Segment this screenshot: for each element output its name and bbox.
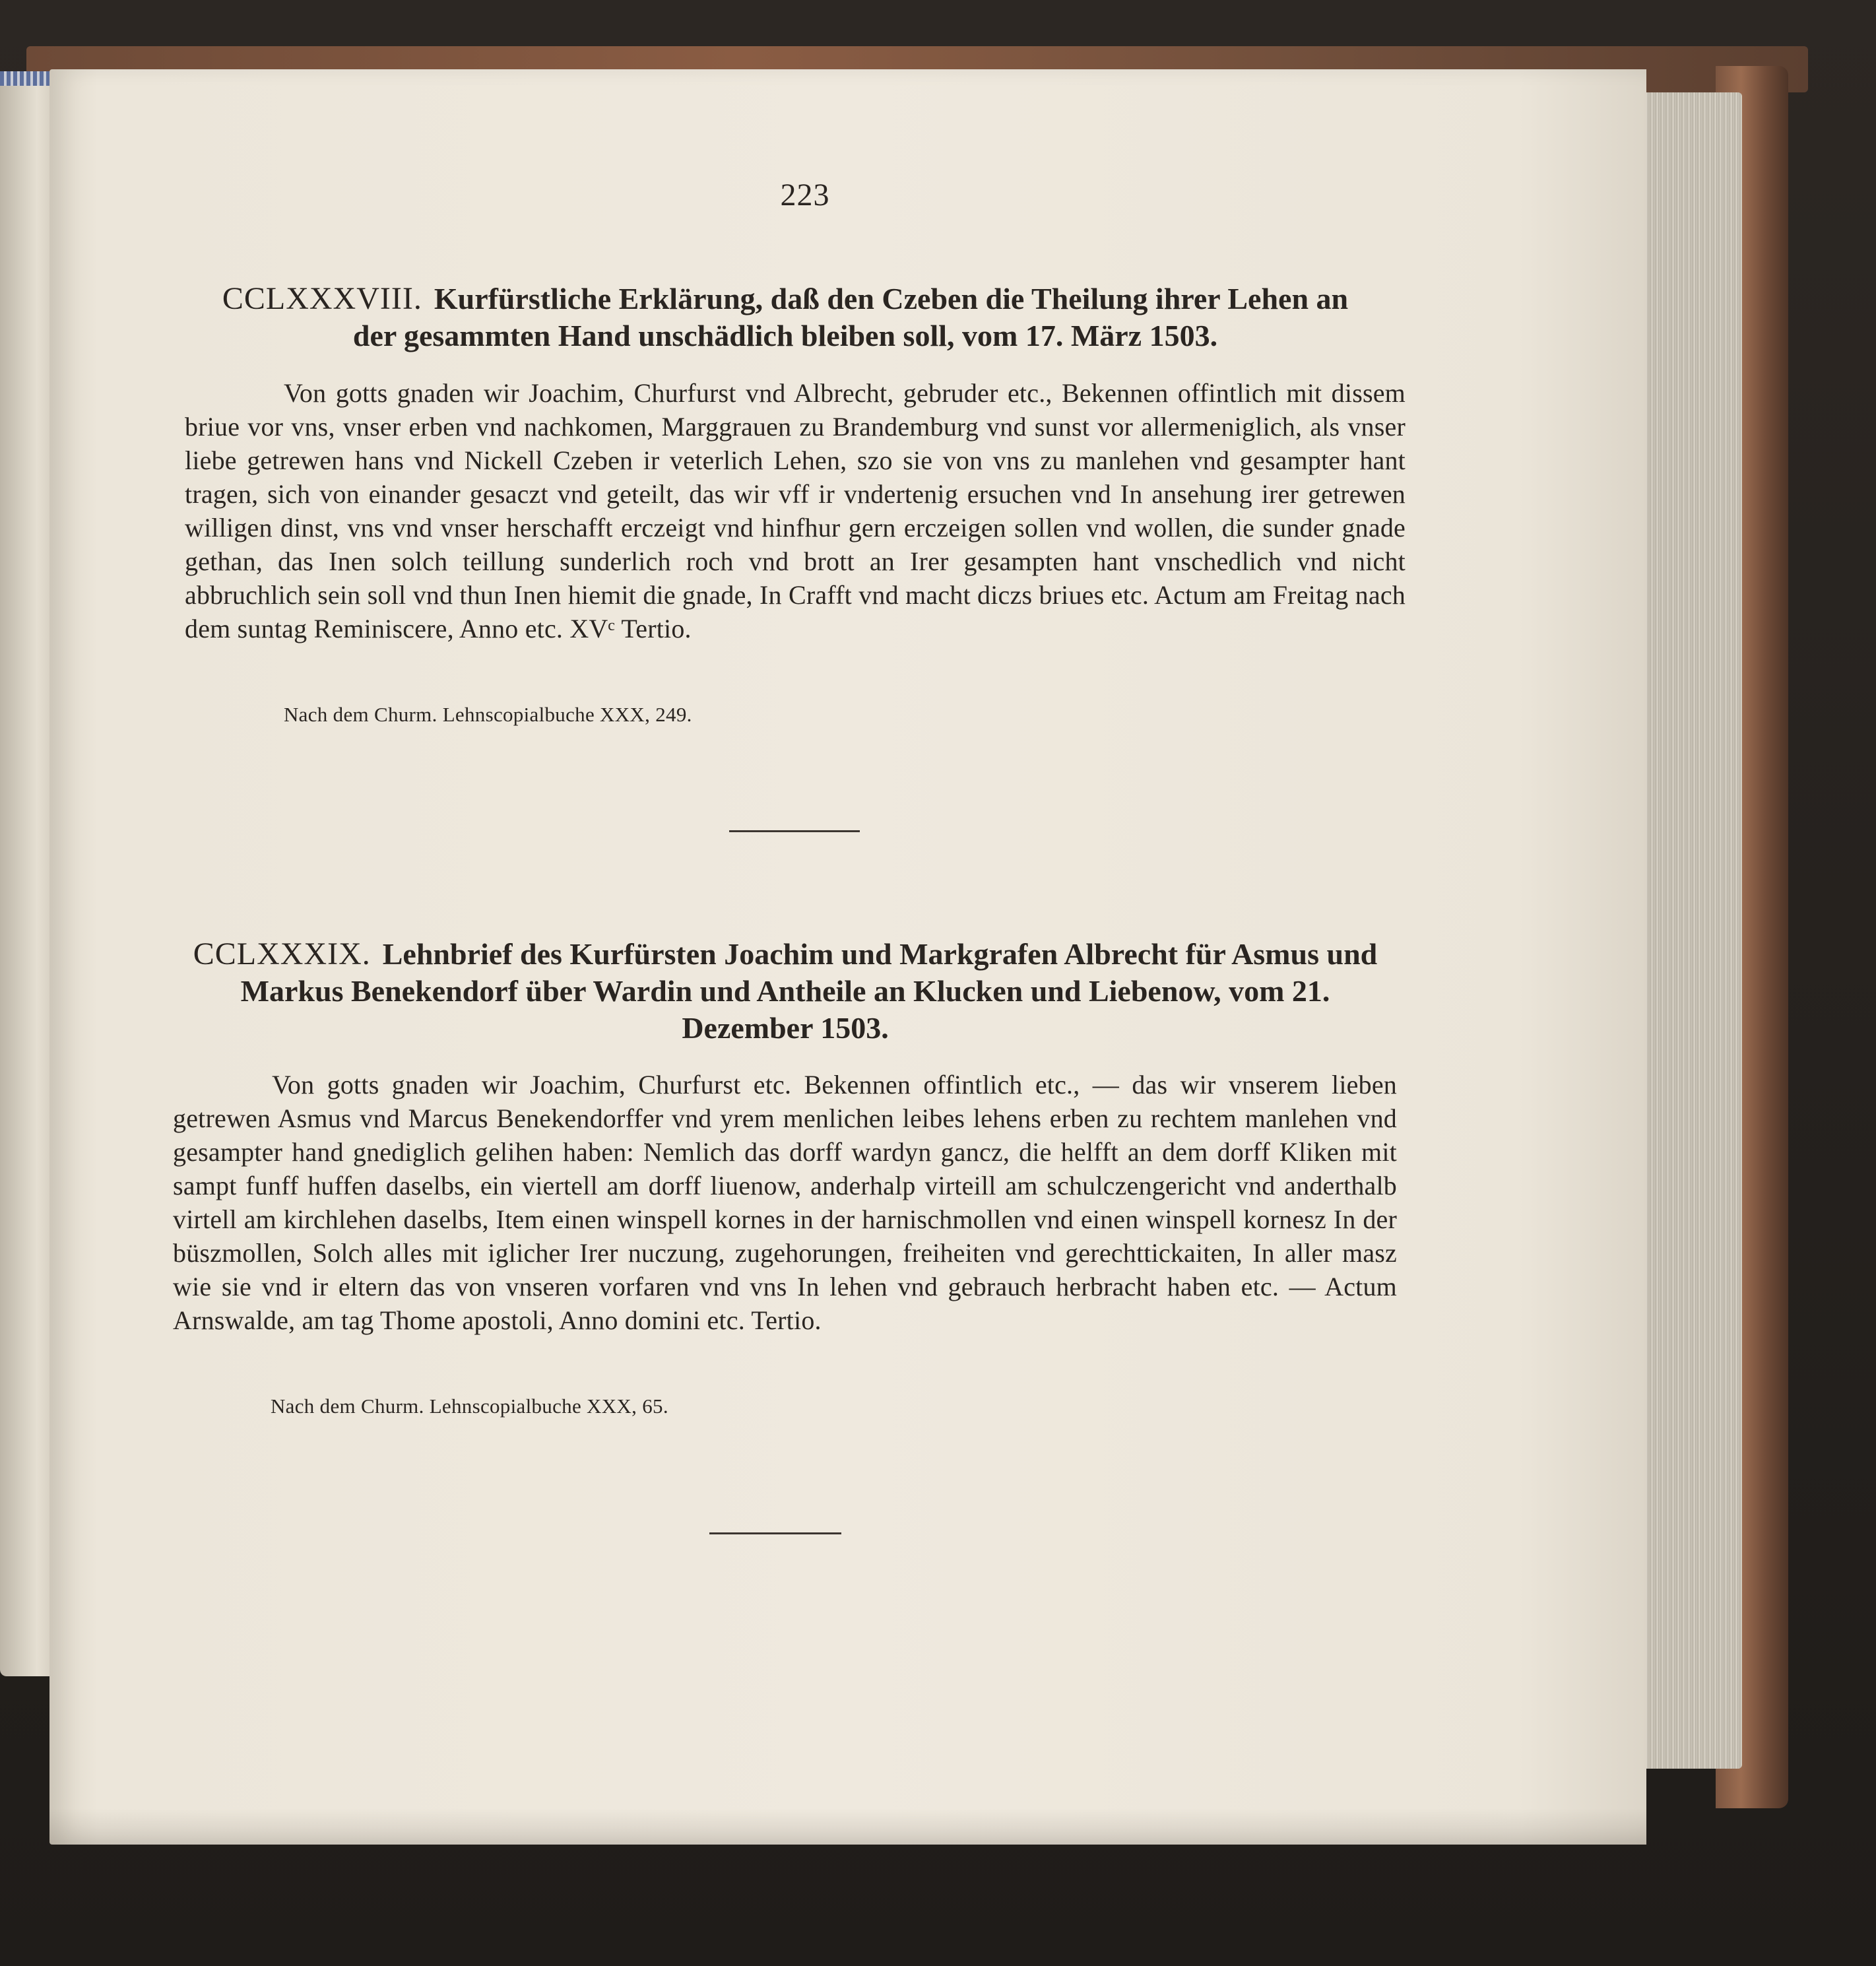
section-divider (709, 1532, 841, 1534)
section-title: Kurfürstliche Erklärung, daß den Czeben die Theilung ihrer Lehen an der gesammten Hand unschädlich bleiben soll, vom 17. März 1503. (352, 282, 1349, 352)
section-body (185, 376, 1406, 645)
source-citation: Nach dem Churm. Lehnscopialbuche XXX, 249. (284, 703, 692, 726)
section-divider (729, 830, 860, 832)
section-numeral: CCLXXXVIII. (222, 281, 422, 316)
section-body (173, 1068, 1397, 1337)
section-heading (198, 280, 1373, 354)
section-numeral: CCLXXXIX. (193, 936, 371, 971)
body-paragraph: Von gotts gnaden wir Joachim, Churfurst etc. Bekennen offintlich etc., — das wir vnserem lieben getrewen Asmus vnd Marcus Benekendorffer vnd yrem menlichen leibes lehens erben zu rechtem manlehen vnd gesampter hand gnediglich gelihen haben: Nemlich das dorff wardyn gancz, die helfft an dem dorff Kliken mit sampt funff huffen daselbs, ein viertell am dorff liuenow, anderhalp virteill am schulczengericht vnd anderthalb virtell am kirchlehen daselbs, Item einen winspell kornes in der harnischmollen vnd einen winspell kornesz In der büszmollen, Solch alles mit iglicher Irer nuczung, zugehorungen, freiheiten vnd gerechttickaiten, In aller masz wie sie vnd ir eltern das von vnseren vorfaren vnd vns In lehen vnd gebrauch herbracht haben etc. — Actum Arnswalde, am tag Thome apostoli, Anno domini etc. Tertio. (173, 1070, 1397, 1335)
section-heading (191, 936, 1379, 1047)
source-citation: Nach dem Churm. Lehnscopialbuche XXX, 65. (271, 1394, 668, 1418)
body-paragraph: Von gotts gnaden wir Joachim, Churfurst vnd Albrecht, gebruder etc., Bekennen offintlich mit dissem briue vor vns, vnser erben vnd nachkomen, Marggrauen zu Brandemburg vnd sunst vor allermeniglich, als vnser liebe getrewen hans vnd Nickell Czeben ir veterlich Lehen, szo sie von vns zu manlehen vnd gesampter hant tragen, sich von einander gesaczt vnd geteilt, das wir vff ir vndertenig ersuchen vnd In ansehung irer getrewen willigen dinst, vns vnd vnser herschafft erczeigt vnd hinfhur gern erczeigen sollen vnd wollen, die sunder gnade gethan, das Inen solch teillung sunderlich roch vnd brott an Irer gesampten hant vnschedlich vnd nicht abbruchlich sein soll vnd thun Inen hiemit die gnade, In Crafft vnd macht diczs briues etc. Actum am Freitag nach dem suntag Reminiscere, Anno etc. XVᶜ Tertio. (185, 378, 1406, 643)
page-number: 223 (780, 178, 830, 213)
section-title: Lehnbrief des Kurfürsten Joachim und Markgrafen Albrecht für Asmus und Markus Benekendorf über Wardin und Antheile an Klucken und Liebenow, vom 21. Dezember 1503. (240, 937, 1378, 1045)
